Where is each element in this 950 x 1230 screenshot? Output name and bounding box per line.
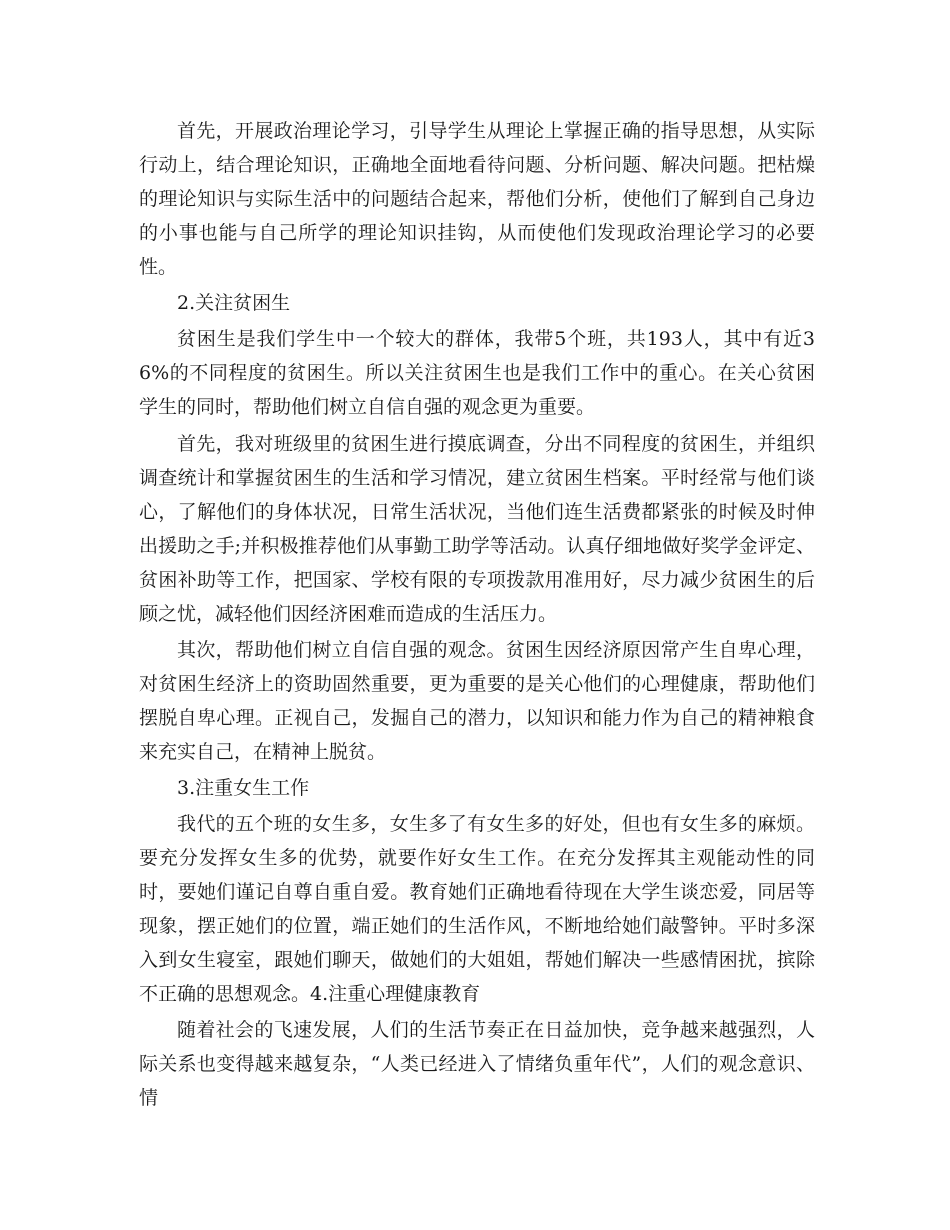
document-body (139, 114, 815, 1118)
paragraph-poor-students-survey: 首先，我对班级里的贫困生进行摸底调查，分出不同程度的贫困生，并组织调查统计和掌握贫困生的生活和学习情况，建立贫困生档案。平时经常与他们谈心，了解他们的身体状况，日常生活状况，当他们连生活费都紧张的时候及时伸出援助之手;并积极推荐他们从事勤工助学等活动。认真仔细地做好奖学金评定、贫困补助等工作，把国家、学校有限的专项拨款用准用好，尽力减少贫困生的后顾之忧，减轻他们因经济困难而造成的生活压力。 (139, 432, 815, 625)
paragraph-female-students: 我代的五个班的女生多，女生多了有女生多的好处，但也有女生多的麻烦。要充分发挥女生多的优势，就要作好女生工作。在充分发挥其主观能动性的同时，要她们谨记自尊自重自爱。教育她们正确地看待现在大学生谈恋爱，同居等现象，摆正她们的位置，端正她们的生活作风，不断地给她们敲警钟。平时多深入到女生寝室，跟她们聊天，做她们的大姐姐，帮她们解决一些感情困扰，摈除不正确的思想观念。4.注重心理健康教育 (139, 813, 815, 1006)
heading-poor-students: 2.关注贫困生 (177, 292, 291, 315)
paragraph-poor-students-intro: 贫困生是我们学生中一个较大的群体，我带5个班，共193人，其中有近36%的不同程度的贫困生。所以关注贫困生也是我们工作中的重心。在关心贫困学生的同时，帮助他们树立自信自强的观念更为重要。 (139, 328, 815, 419)
paragraph-poor-students-confidence: 其次，帮助他们树立自信自强的观念。贫困生因经济原因常产生自卑心理，对贫困生经济上的资助固然重要，更为重要的是关心他们的心理健康，帮助他们摆脱自卑心理。正视自己，发掘自己的潜力，以知识和能力作为自己的精神粮食来充实自己，在精神上脱贫。 (139, 638, 815, 763)
paragraph-political-study: 首先，开展政治理论学习，引导学生从理论上掌握正确的指导思想，从实际行动上，结合理论知识，正确地全面地看待问题、分析问题、解决问题。把枯燥的理论知识与实际生活中的问题结合起来，帮他们分析，使他们了解到自己身边的小事也能与自己所学的理论知识挂钩，从而使他们发现政治理论学习的必要性。 (139, 120, 815, 278)
paragraph-mental-health: 随着社会的飞速发展，人们的生活节奏正在日益加快，竞争越来越强烈，人际关系也变得越来越复杂，“人类已经进入了情绪负重年代”，人们的观念意识、情 (139, 1019, 815, 1110)
heading-female-students: 3.注重女生工作 (177, 776, 310, 799)
